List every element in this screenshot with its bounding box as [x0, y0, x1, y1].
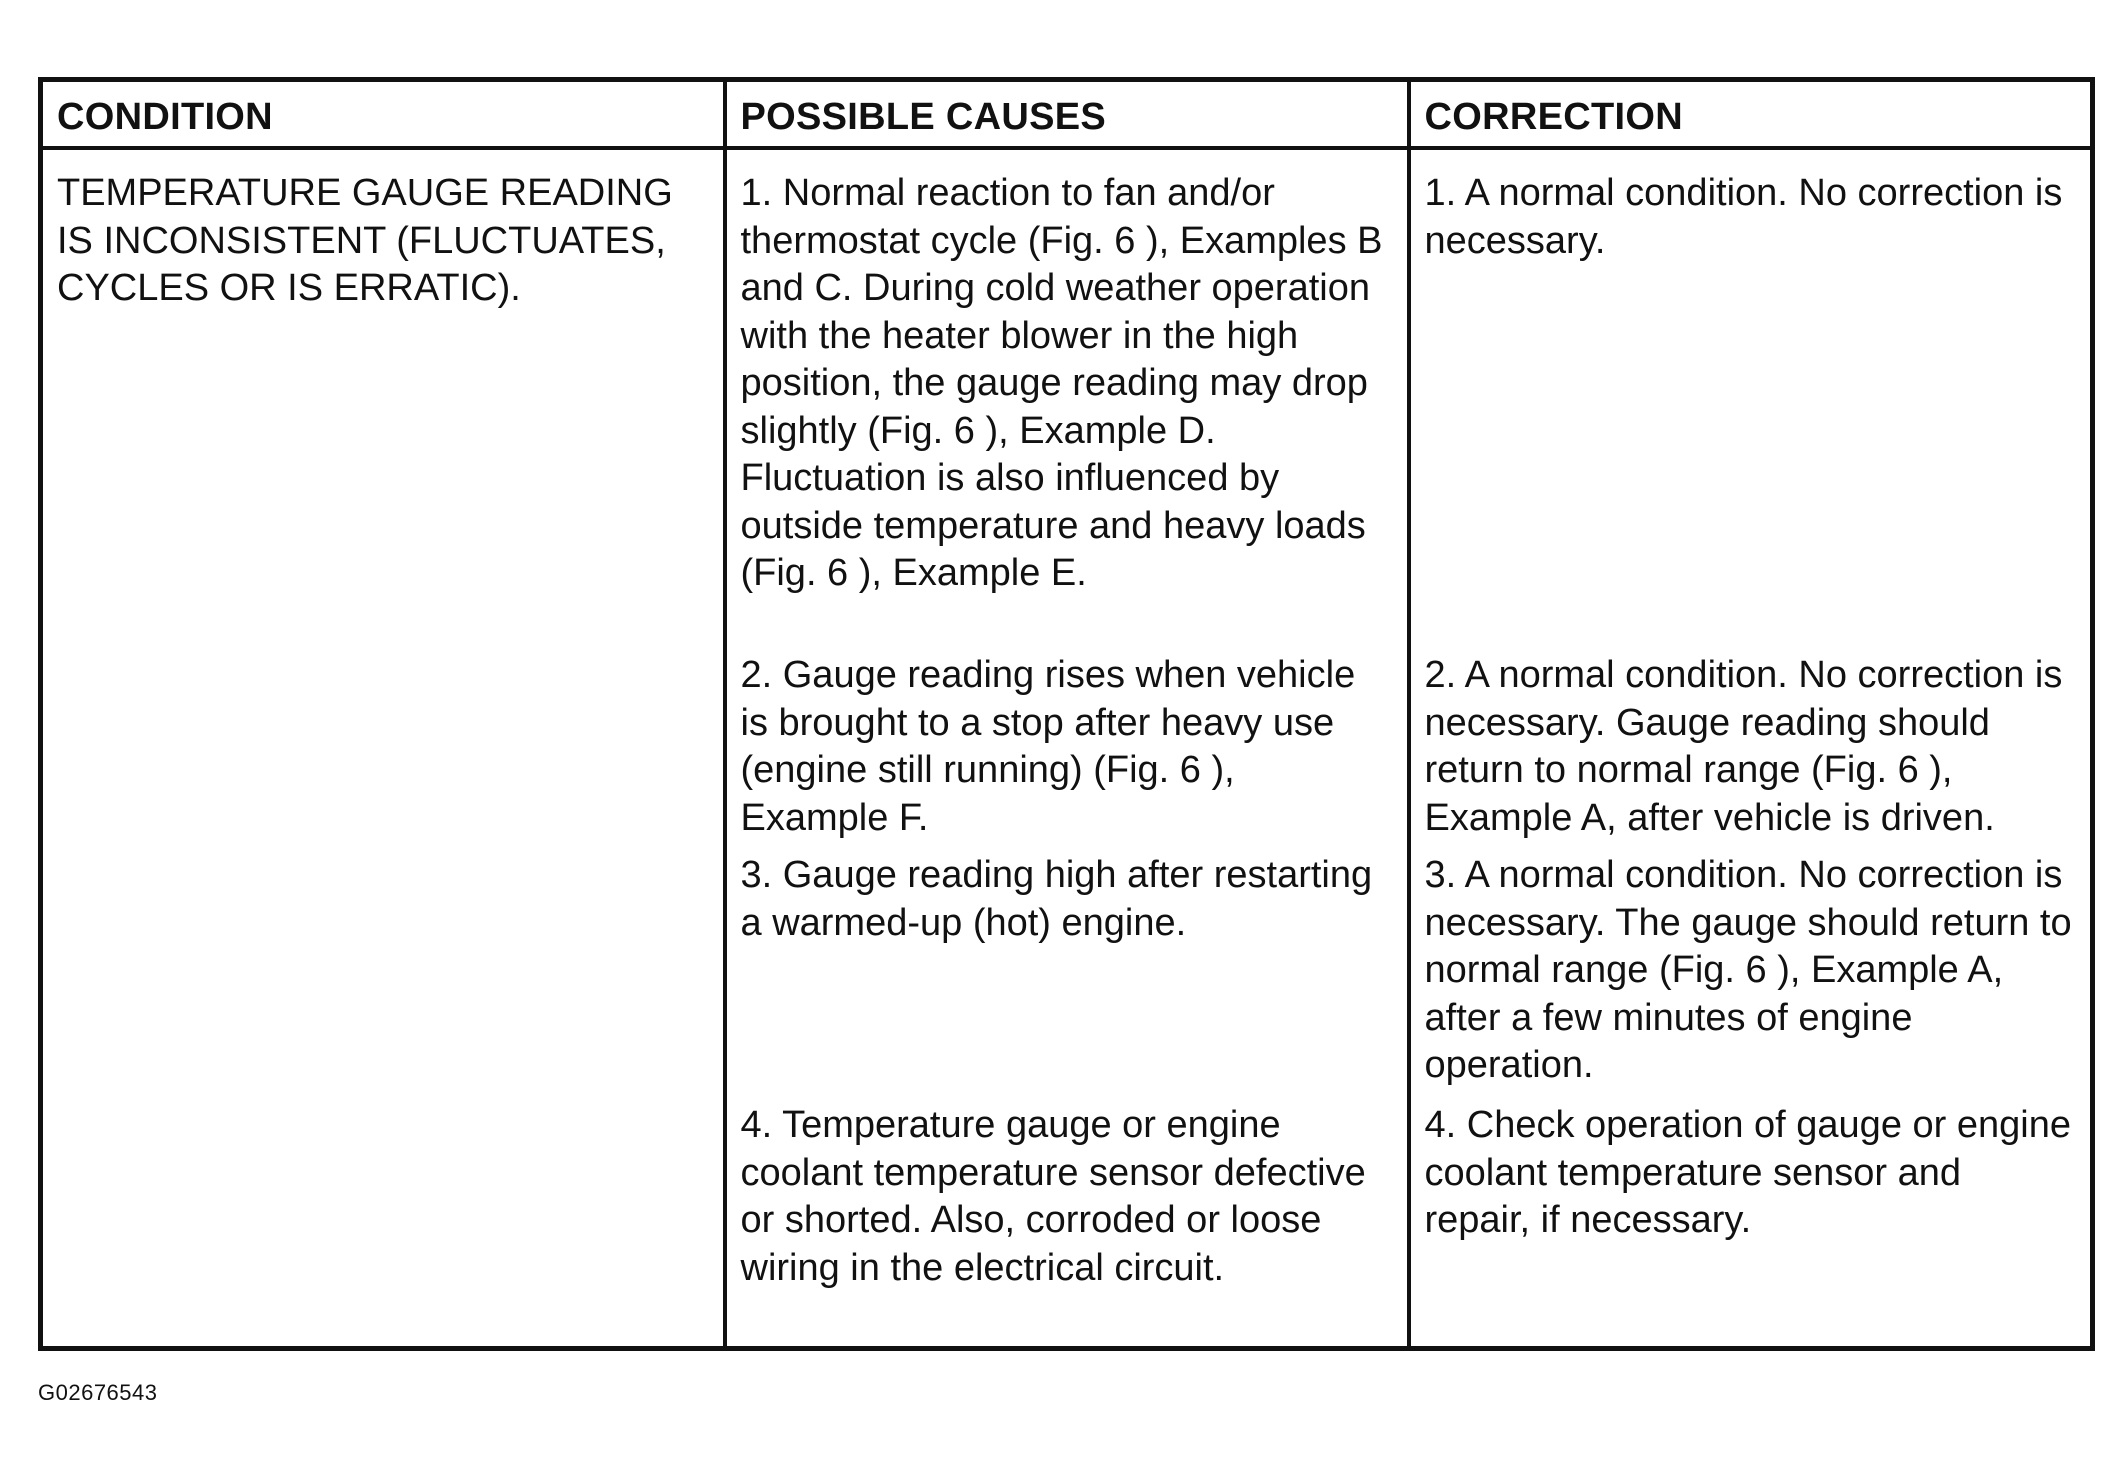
correction-item: [1425, 640, 2077, 840]
correction-cell: [1409, 148, 2093, 1349]
table-row: [41, 148, 2093, 1349]
cause-item: [741, 640, 1393, 840]
cause-item: [741, 840, 1393, 1090]
correction-item: [1425, 150, 2077, 640]
cause-item: [741, 1090, 1393, 1342]
cause-text: 4. Temperature gauge or engine coolant temperature sensor defective or shorted. Also, corroded or loose wiring in the electrical circuit.: [740, 1104, 1366, 1289]
cause-text: 1. Normal reaction to fan and/or thermostat cycle (Fig. 6 ), Examples B and C. During cold weather operation with the heater blower in the high position, the gauge reading may drop slightly (Fig. 6 ), Example D. Fluctuation is also influenced by outside temperature and heavy loads (Fig. 6 ), Example E.: [740, 172, 1383, 594]
correction-item: [1425, 840, 2077, 1090]
cause-text: 3. Gauge reading high after restarting a warmed-up (hot) engine.: [740, 854, 1373, 944]
cause-item: [741, 150, 1393, 640]
correction-text: 1. A normal condition. No correction is necessary.: [1424, 172, 2063, 262]
condition-cell: [41, 148, 725, 1349]
condition-text: TEMPERATURE GAUGE READING IS INCONSISTENT (FLUCTUATES, CYCLES OR IS ERRATIC).: [57, 172, 673, 309]
correction-text: 2. A normal condition. No correction is necessary. Gauge reading should return to normal range (Fig. 6 ), Example A, after vehicle is driven.: [1424, 654, 2063, 839]
causes-cell: [725, 148, 1409, 1349]
correction-text: 4. Check operation of gauge or engine coolant temperature sensor and repair, if necessary.: [1424, 1104, 2071, 1241]
diagnosis-table: [38, 77, 2095, 1351]
correction-item: [1425, 1090, 2077, 1342]
header-correction: CORRECTION: [1409, 80, 2093, 149]
figure-code: G02676543: [38, 1380, 158, 1405]
header-possible-causes: POSSIBLE CAUSES: [725, 80, 1409, 149]
header-row: [41, 80, 2093, 149]
cause-text: 2. Gauge reading rises when vehicle is brought to a stop after heavy use (engine still running) (Fig. 6 ), Example F.: [740, 654, 1356, 839]
correction-text: 3. A normal condition. No correction is necessary. The gauge should return to normal range (Fig. 6 ), Example A, after a few minutes of engine operation.: [1424, 854, 2072, 1086]
header-condition: CONDITION: [41, 80, 725, 149]
